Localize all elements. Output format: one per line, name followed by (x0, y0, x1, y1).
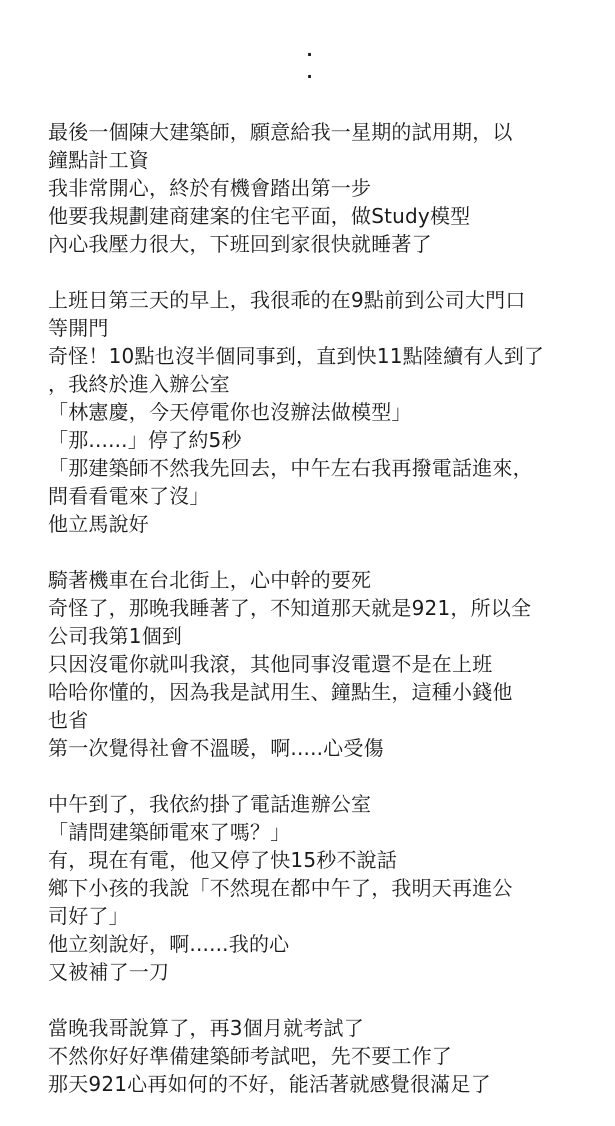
paragraph-trial-offer (48, 118, 568, 258)
text-line: 我非常開心，終於有機會踏出第一步 (48, 176, 372, 200)
text-line: 公司我第1個到 (48, 624, 183, 648)
separator-dots (0, 44, 615, 88)
text-line: 騎著機車在台北街上，心中幹的要死 (48, 568, 372, 592)
text-line: 又被補了一刀 (48, 960, 170, 984)
text-line: 只因沒電你就叫我滾，其他同事沒電還不是在上班 (48, 652, 493, 676)
text-line: 最後一個陳大建築師，願意給我一星期的試用期，以 (48, 120, 513, 144)
text-line: 哈哈你懂的，因為我是試用生、鐘點生，這種小錢他 (48, 680, 513, 704)
text-line: 第一次覺得社會不溫暖，啊.....心受傷 (48, 736, 384, 760)
text-line: 中午到了，我依約掛了電話進辦公室 (48, 792, 372, 816)
paragraph-third-day (48, 286, 568, 538)
text-line: 有，現在有電，他又停了快15秒不說話 (48, 848, 398, 872)
text-line: 當晚我哥說算了，再3個月就考試了 (48, 1016, 364, 1040)
text-line: 「林憲慶，今天停電你也沒辦法做模型」 (48, 400, 412, 424)
text-line: 也省 (48, 708, 89, 732)
text-line: 「那建築師不然我先回去，中午左右我再撥電話進來， (48, 456, 533, 480)
text-line: 不然你好好準備建築師考試吧，先不要工作了 (48, 1044, 452, 1068)
text-line: 上班日第三天的早上，我很乖的在9點前到公司大門口 (48, 288, 526, 312)
paragraph-noon-call (48, 790, 568, 986)
text-line: 他立馬說好 (48, 512, 149, 536)
text-line: 奇怪了，那晚我睡著了，不知道那天就是921，所以全 (48, 596, 532, 620)
text-line: 他立刻說好，啊......我的心 (48, 932, 290, 956)
text-line: 等開門 (48, 316, 109, 340)
text-line: 內心我壓力很大，下班回到家很快就睡著了 (48, 232, 432, 256)
paragraph-ride-home (48, 566, 568, 762)
text-line: 問看看電來了沒」 (48, 484, 210, 508)
text-line: 鐘點計工資 (48, 148, 149, 172)
text-line: 他要我規劃建商建案的住宅平面，做Study模型 (48, 204, 471, 228)
separator-dot: · (306, 45, 313, 64)
paragraph-that-night (48, 1014, 568, 1098)
text-line: 鄉下小孩的我說「不然現在都中午了，我明天再進公 (48, 876, 513, 900)
text-line: ，我終於進入辦公室 (48, 372, 230, 396)
text-line: 「那......」停了約5秒 (48, 428, 242, 452)
article-body (48, 118, 568, 1126)
separator-dot: · (306, 67, 313, 86)
text-line: 那天921心再如何的不好，能活著就感覺很滿足了 (48, 1072, 491, 1096)
text-line: 「請問建築師電來了嗎？」 (48, 820, 291, 844)
text-line: 司好了」 (48, 904, 129, 928)
text-line: 奇怪！10點也沒半個同事到，直到快11點陸續有人到了 (48, 344, 545, 368)
